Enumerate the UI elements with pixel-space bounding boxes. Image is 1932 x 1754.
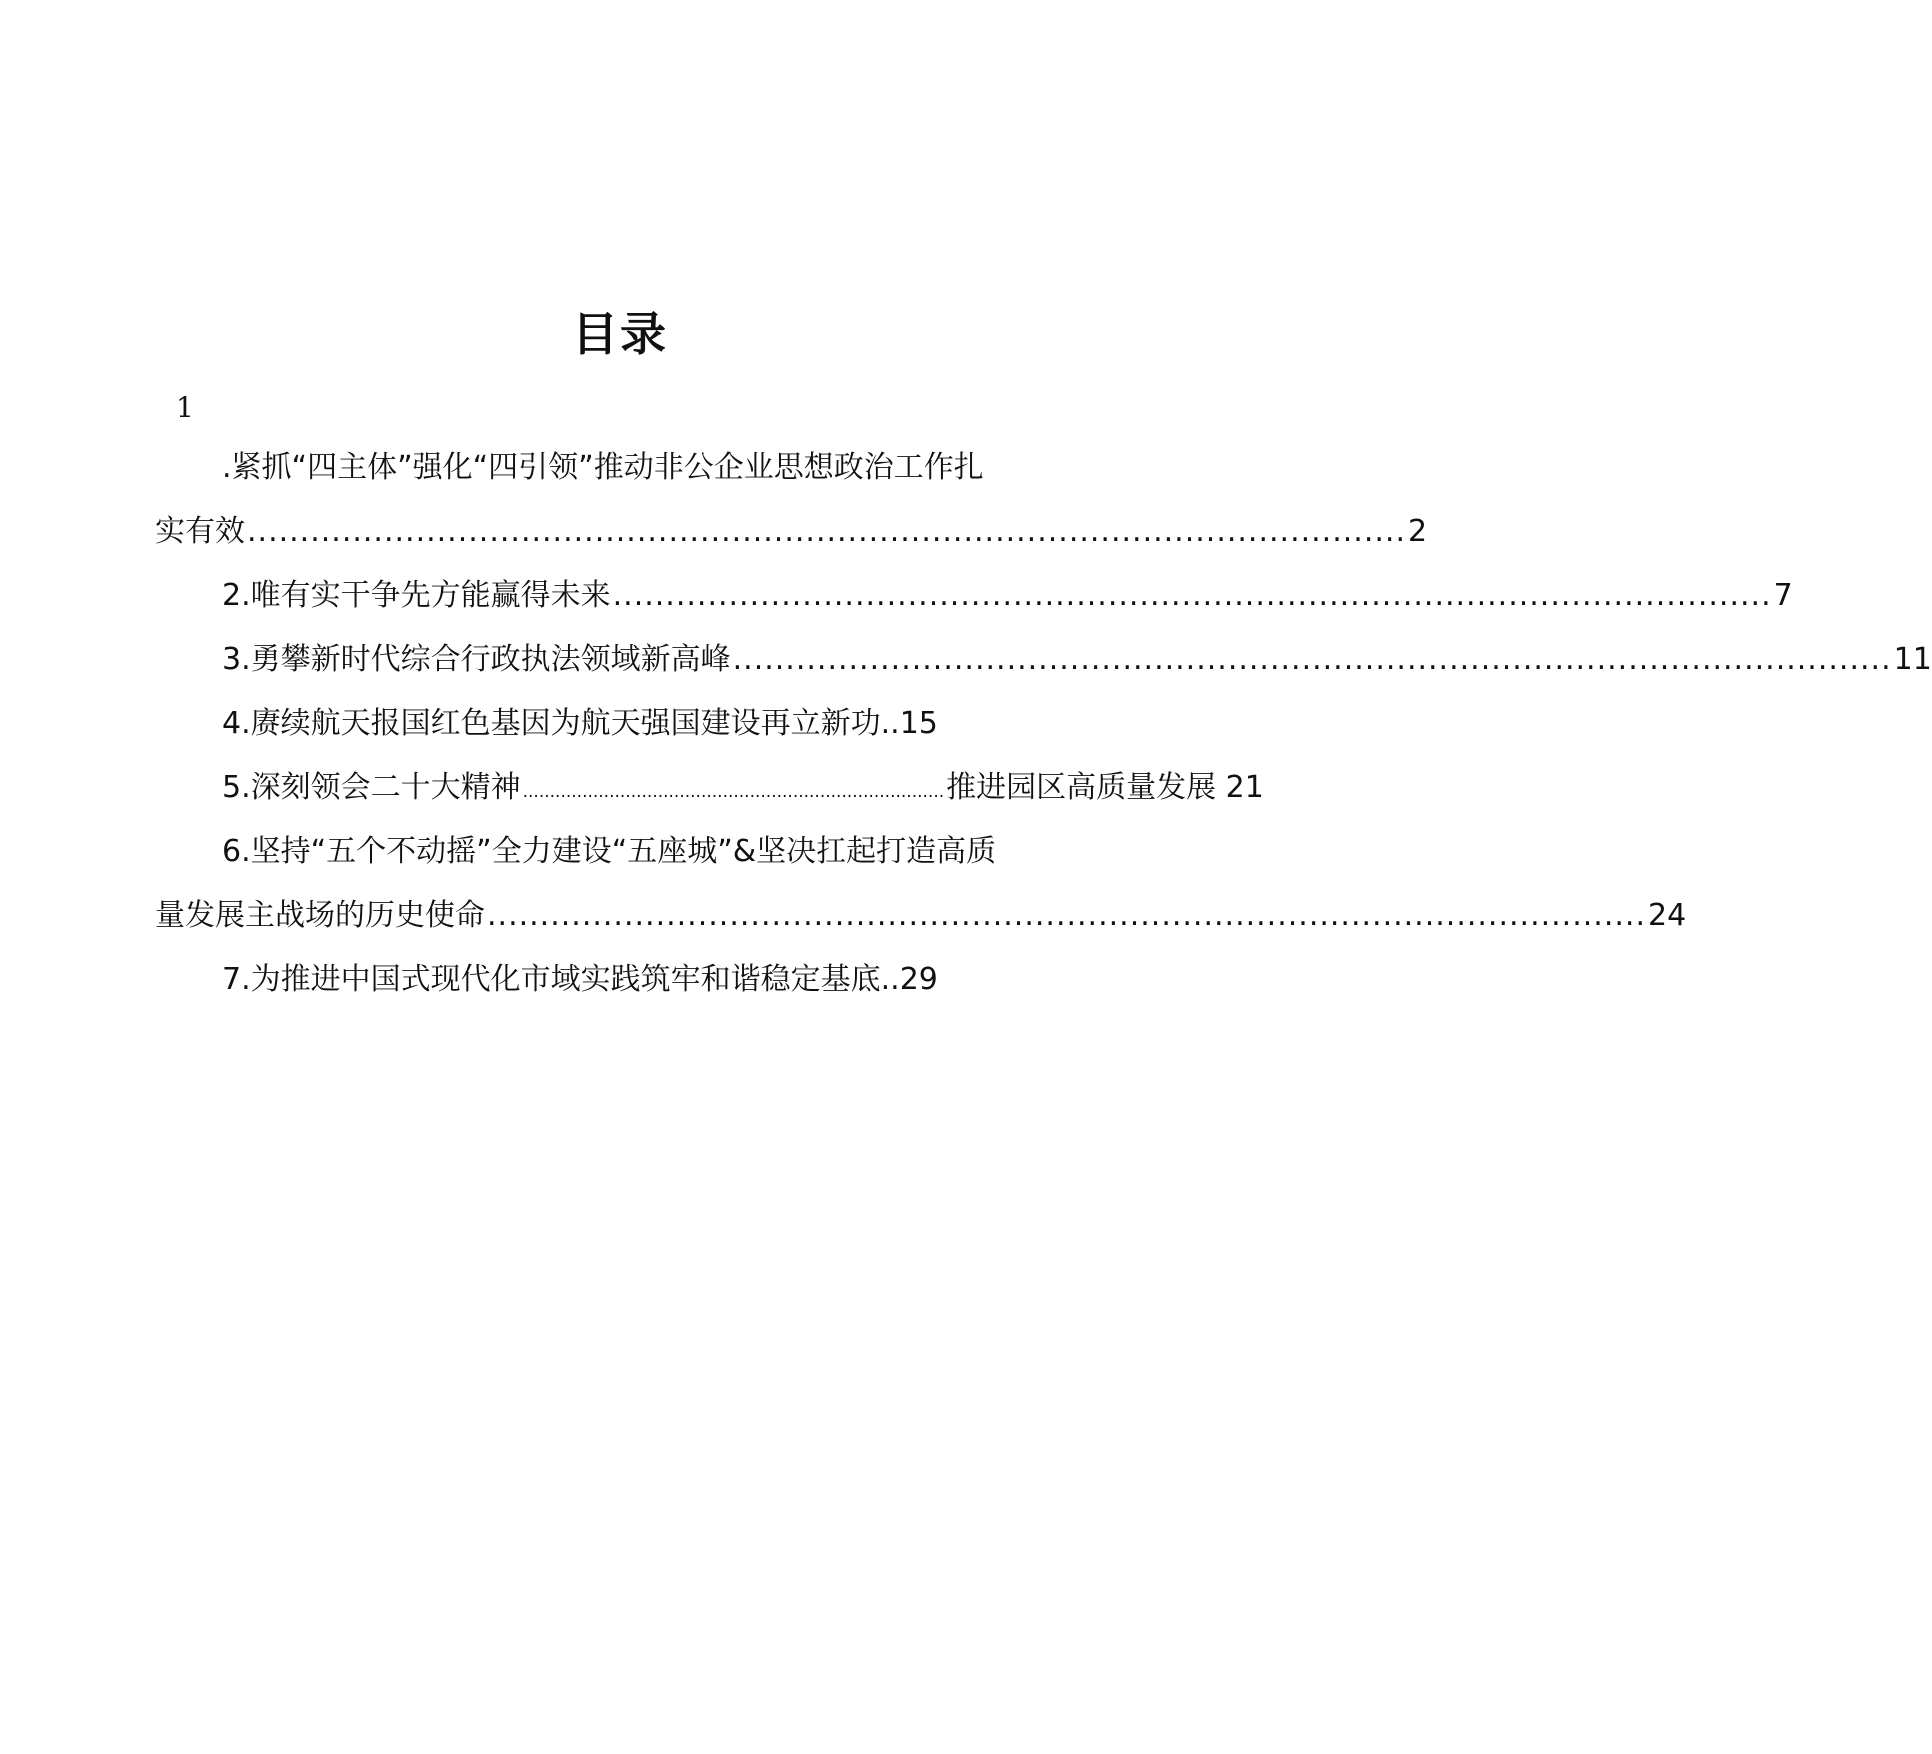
toc-entry-1-line1[interactable] <box>222 446 984 490</box>
toc-entry-7[interactable] <box>222 958 938 1002</box>
toc-entry-text: 推进园区高质量发展 <box>946 770 1217 805</box>
dot-leader: .............................................................................................................. <box>487 898 1646 933</box>
toc-entry-text: 5.深刻领会二十大精神 <box>222 770 521 805</box>
toc-entry-5[interactable] <box>222 766 1264 814</box>
dot-leader: .. <box>880 706 900 741</box>
toc-entry-text: 6.坚持“五个不动摇”全力建设“五座城”&坚决扛起打造高质 <box>222 834 997 869</box>
toc-page-number: 21 <box>1225 770 1264 805</box>
dot-leader: .. <box>880 962 900 997</box>
toc-entry-1-line2[interactable] <box>155 510 1428 554</box>
toc-page-number: 7 <box>1773 578 1793 613</box>
toc-entry-text: 4.赓续航天报国红色基因为航天强国建设再立新功 <box>222 706 881 741</box>
toc-page-number: 29 <box>899 962 938 997</box>
toc-title: 目录 <box>572 307 668 361</box>
toc-page-number: 2 <box>1407 514 1428 549</box>
dot-leader: .............................................................................................................. <box>247 514 1406 549</box>
dot-leader: .............................................................................................................. <box>612 578 1772 613</box>
stray-number: 1 <box>176 391 194 424</box>
toc-page-number: 11 <box>1893 642 1932 677</box>
toc-entry-6-line2[interactable] <box>155 894 1687 938</box>
toc-entry-3[interactable] <box>222 638 1932 682</box>
toc-entry-text: 量发展主战场的历史使命 <box>155 898 485 933</box>
toc-entry-text: 7.为推进中国式现代化市域实践筑牢和谐稳定基底 <box>222 962 881 997</box>
dot-leader: .............................................................................. <box>522 782 945 802</box>
toc-entry-text: .紧抓“四主体”强化“四引领”推动非公企业思想政治工作扎 <box>222 450 984 485</box>
toc-entry-2[interactable] <box>222 574 1793 618</box>
toc-entry-4[interactable] <box>222 702 938 746</box>
toc-entry-space <box>1216 766 1226 810</box>
dot-leader: .............................................................................................................. <box>732 642 1892 677</box>
toc-entry-text: 3.勇攀新时代综合行政执法领域新高峰 <box>222 642 731 677</box>
toc-page-number: 24 <box>1647 898 1687 933</box>
toc-entry-text: 实有效 <box>155 514 245 549</box>
toc-entry-text: 2.唯有实干争先方能赢得未来 <box>222 578 611 613</box>
toc-page-number: 15 <box>899 706 938 741</box>
toc-entry-6-line1[interactable] <box>222 830 996 874</box>
